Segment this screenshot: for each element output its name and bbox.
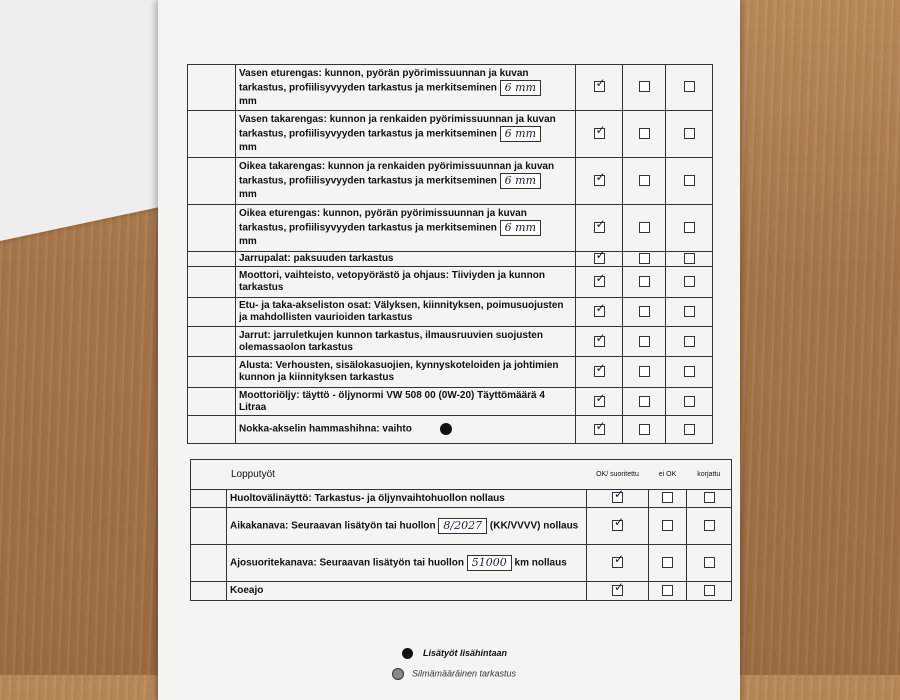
checkbox-not-ok[interactable] [639, 366, 650, 377]
checkbox-ok[interactable] [612, 579, 625, 596]
checkbox-fixed[interactable] [684, 175, 695, 186]
row-description [236, 252, 576, 267]
legend-visual-check-label: Silmämääräinen tarkastus [412, 668, 517, 679]
col-fixed-header: korjattu [687, 460, 732, 490]
row-text: Moottori, vaihteisto, vetopyörästö ja ohjaus: Tiiviyden ja kunnon tarkastus [239, 270, 545, 294]
table-row [188, 65, 713, 111]
cell-fixed [666, 111, 713, 158]
check-mark-icon: ✓ [614, 579, 625, 594]
cell-ok [576, 248, 623, 267]
handwritten-value[interactable]: 6 mm [500, 126, 541, 142]
check-mark-icon: ✓ [595, 301, 606, 316]
cell-fixed [666, 327, 713, 357]
row-description [236, 205, 576, 252]
cell-not-ok [623, 388, 666, 416]
check-mark-icon: ✓ [595, 216, 606, 231]
legend-visual-check [392, 668, 516, 680]
checkbox-not-ok[interactable] [639, 276, 650, 287]
cell-not-ok [623, 327, 666, 357]
checkbox-fixed[interactable] [684, 336, 695, 347]
cell-fixed [666, 298, 713, 327]
row-text-suffix: mm [239, 189, 257, 200]
cell-ok [576, 158, 623, 205]
table-row [188, 205, 713, 252]
row-margin [191, 545, 227, 582]
row-margin [191, 490, 227, 508]
check-mark-icon: ✓ [614, 487, 625, 502]
row-text-suffix: mm [239, 95, 257, 107]
row-margin [188, 158, 236, 205]
filled-dot-icon [402, 648, 413, 659]
checkbox-ok[interactable] [594, 418, 606, 435]
row-text: Jarrupalat: paksuuden tarkastus [239, 253, 394, 265]
cell-ok [587, 487, 649, 508]
row-description [236, 111, 576, 158]
cell-ok [576, 205, 623, 252]
checkbox-ok[interactable] [594, 248, 606, 264]
checkbox-fixed[interactable] [684, 424, 695, 435]
cell-not-ok [623, 252, 666, 267]
row-description [236, 298, 576, 327]
row-description [236, 267, 576, 298]
cell-fixed [687, 545, 732, 582]
inspection-table [187, 64, 713, 444]
row-margin [188, 111, 236, 158]
row-text: Vasen takarengas: kunnon ja renkaiden pyörimissuunnan ja kuvan tarkastus, profiilisyvyyden tarkastus ja merkitseminen [239, 114, 556, 140]
row-text: Oikea takarengas: kunnon ja renkaiden pyörimissuunnan ja kuvan tarkastus, profiilisyvyyden tarkastus ja merkitseminen [239, 161, 555, 187]
check-mark-icon: ✓ [595, 361, 606, 376]
cell-fixed [666, 158, 713, 205]
row-margin [191, 508, 227, 545]
checkbox-not-ok[interactable] [639, 175, 650, 186]
checkbox-fixed[interactable] [684, 128, 695, 139]
legend-extra-work-label: Lisätyöt lisähintaan [423, 648, 508, 658]
checkbox-fixed[interactable] [684, 222, 695, 233]
row-description [227, 582, 587, 601]
cell-ok [587, 545, 649, 582]
check-mark-icon: ✓ [614, 551, 625, 566]
row-margin [188, 327, 236, 357]
check-mark-icon: ✓ [595, 122, 606, 137]
table-row [191, 508, 732, 545]
row-description [227, 490, 587, 508]
checkbox-not-ok[interactable] [639, 424, 650, 435]
check-mark-icon: ✓ [614, 514, 625, 529]
handwritten-value[interactable]: 6 mm [500, 80, 541, 96]
table-row [191, 582, 732, 601]
checkbox-not-ok[interactable] [639, 396, 650, 407]
handwritten-value[interactable]: 51000 [467, 555, 512, 571]
cell-fixed [666, 388, 713, 416]
cell-not-ok [623, 158, 666, 205]
table-row [188, 267, 713, 298]
checkbox-not-ok[interactable] [662, 557, 673, 568]
cell-ok [576, 416, 623, 444]
check-mark-icon: ✓ [595, 248, 606, 262]
checkbox-not-ok[interactable] [639, 336, 650, 347]
checkbox-ok[interactable] [594, 271, 606, 287]
checkbox-ok[interactable] [594, 301, 606, 317]
table-row [188, 357, 713, 388]
cell-ok [587, 579, 649, 601]
checkbox-fixed[interactable] [684, 276, 695, 287]
cell-ok [576, 327, 623, 357]
checkbox-fixed[interactable] [704, 520, 715, 531]
col-not-ok-header: ei OK [649, 460, 687, 490]
table-row [188, 158, 713, 205]
cell-ok [576, 267, 623, 298]
table-row [191, 545, 732, 582]
cell-not-ok [649, 508, 687, 545]
check-mark-icon: ✓ [595, 271, 606, 286]
cell-not-ok [623, 267, 666, 298]
checkbox-not-ok[interactable] [639, 253, 650, 264]
row-margin [188, 388, 236, 416]
cell-not-ok [649, 582, 687, 601]
checkbox-fixed[interactable] [704, 492, 715, 503]
checkbox-ok[interactable] [612, 551, 625, 568]
row-text: Jarrut: jarruletkujen kunnon tarkastus, ilmausruuvien suojusten olemassaolon tarkastus [239, 329, 543, 353]
row-text-suffix: mm [239, 236, 257, 247]
table-row [188, 298, 713, 327]
cell-ok [576, 357, 623, 388]
cell-fixed [666, 65, 713, 111]
checkbox-fixed[interactable] [684, 396, 695, 407]
check-mark-icon: ✓ [595, 418, 606, 433]
cell-fixed [666, 267, 713, 298]
checkbox-fixed[interactable] [684, 306, 695, 317]
cell-fixed [666, 252, 713, 267]
checkbox-fixed[interactable] [704, 585, 715, 596]
cell-ok [576, 65, 623, 111]
row-description [236, 388, 576, 416]
checkbox-not-ok[interactable] [639, 222, 650, 233]
row-text: Ajosuoritekanava: Seuraavan lisätyön tai huollon [230, 557, 464, 569]
row-margin [188, 298, 236, 327]
row-text: Huoltovälinäyttö: Tarkastus- ja öljynvaihtohuollon nollaus [230, 492, 505, 504]
checkbox-ok[interactable] [612, 514, 625, 531]
row-text-suffix: (KK/VVVV) nollaus [489, 520, 579, 532]
check-mark-icon: ✓ [595, 330, 606, 345]
row-text: Nokka-akselin hammashihna: vaihto [239, 423, 412, 435]
checkbox-not-ok[interactable] [662, 585, 673, 596]
checkbox-not-ok[interactable] [639, 128, 650, 139]
checkbox-ok[interactable] [594, 76, 606, 92]
half-dot-icon [392, 668, 404, 680]
cell-not-ok [649, 490, 687, 508]
cell-not-ok [623, 416, 666, 444]
row-text: Alusta: Verhousten, sisälokasuojien, kynnyskoteloiden ja johtimien kunnon ja kiinnityksen tarkastus [239, 360, 559, 384]
filled-dot-icon [440, 423, 452, 435]
cell-fixed [666, 205, 713, 252]
cell-fixed [687, 508, 732, 545]
cell-fixed [666, 357, 713, 388]
legend-extra-work [402, 648, 507, 659]
row-margin [188, 416, 236, 444]
row-text: Aikakanava: Seuraavan lisätyön tai huollon [230, 520, 436, 532]
final-work-table [190, 459, 732, 601]
checkbox-not-ok[interactable] [639, 81, 650, 92]
checkbox-fixed[interactable] [684, 81, 695, 92]
row-text: Oikea eturengas: kunnon, pyörän pyörimissuunnan ja kuvan tarkastus, profiilisyvyyden tarkastus ja merkitseminen [239, 208, 527, 234]
cell-fixed [666, 416, 713, 444]
final-work-title: Lopputyöt [191, 460, 587, 490]
checkbox-not-ok[interactable] [639, 306, 650, 317]
col-ok-header: OK/ suoritettu [587, 460, 649, 490]
row-description [236, 65, 576, 111]
cell-fixed [687, 490, 732, 508]
table-row [191, 490, 732, 508]
row-text: Koeajo [230, 585, 264, 596]
row-text-suffix: mm [239, 142, 257, 153]
row-margin [191, 582, 227, 601]
row-margin [188, 267, 236, 298]
cell-not-ok [623, 357, 666, 388]
row-text: Etu- ja taka-akseliston osat: Välyksen, kiinnityksen, poimusuojusten ja mahdollisten vaurioiden tarkastus [239, 300, 564, 324]
checkbox-ok[interactable] [594, 330, 606, 347]
checkbox-not-ok[interactable] [662, 492, 673, 503]
checkbox-fixed[interactable] [684, 366, 695, 377]
check-mark-icon: ✓ [595, 390, 606, 405]
check-mark-icon: ✓ [595, 76, 606, 91]
cell-ok [576, 388, 623, 416]
row-description [236, 357, 576, 388]
cell-not-ok [649, 545, 687, 582]
checkbox-fixed[interactable] [684, 253, 695, 264]
checkbox-ok[interactable] [594, 122, 606, 139]
handwritten-value[interactable]: 6 mm [500, 220, 541, 236]
checkbox-fixed[interactable] [704, 557, 715, 568]
check-mark-icon: ✓ [595, 169, 606, 184]
row-text: Moottoriöljy: täyttö - öljynormi VW 508 00 (0W-20) Täyttömäärä 4 Litraa [239, 389, 545, 413]
row-margin [188, 357, 236, 388]
row-margin [188, 65, 236, 111]
cell-not-ok [623, 205, 666, 252]
cell-not-ok [623, 65, 666, 111]
cell-ok [576, 111, 623, 158]
row-description [236, 416, 576, 444]
checkbox-not-ok[interactable] [662, 520, 673, 531]
checkbox-ok[interactable] [612, 487, 625, 503]
checkbox-ok[interactable] [594, 361, 606, 377]
handwritten-value[interactable]: 8/2027 [438, 518, 487, 534]
handwritten-value[interactable]: 6 mm [500, 173, 541, 189]
checkbox-ok[interactable] [594, 390, 606, 407]
checkbox-ok[interactable] [594, 216, 606, 233]
row-description [236, 327, 576, 357]
row-margin [188, 205, 236, 252]
table-row [188, 111, 713, 158]
row-description [236, 158, 576, 205]
table-row [188, 416, 713, 444]
table-row [188, 252, 713, 267]
table-row [188, 388, 713, 416]
row-margin [188, 252, 236, 267]
cell-not-ok [623, 298, 666, 327]
row-description [227, 545, 587, 582]
cell-ok [576, 298, 623, 327]
checkbox-ok[interactable] [594, 169, 606, 186]
cell-fixed [687, 582, 732, 601]
cell-not-ok [623, 111, 666, 158]
cell-ok [587, 508, 649, 545]
row-text: Vasen eturengas: kunnon, pyörän pyörimissuunnan ja kuvan tarkastus, profiilisyvyyden tarkastus ja merkitseminen [239, 67, 529, 94]
row-text-suffix: km nollaus [514, 557, 567, 569]
table-row [188, 327, 713, 357]
row-description [227, 508, 587, 545]
